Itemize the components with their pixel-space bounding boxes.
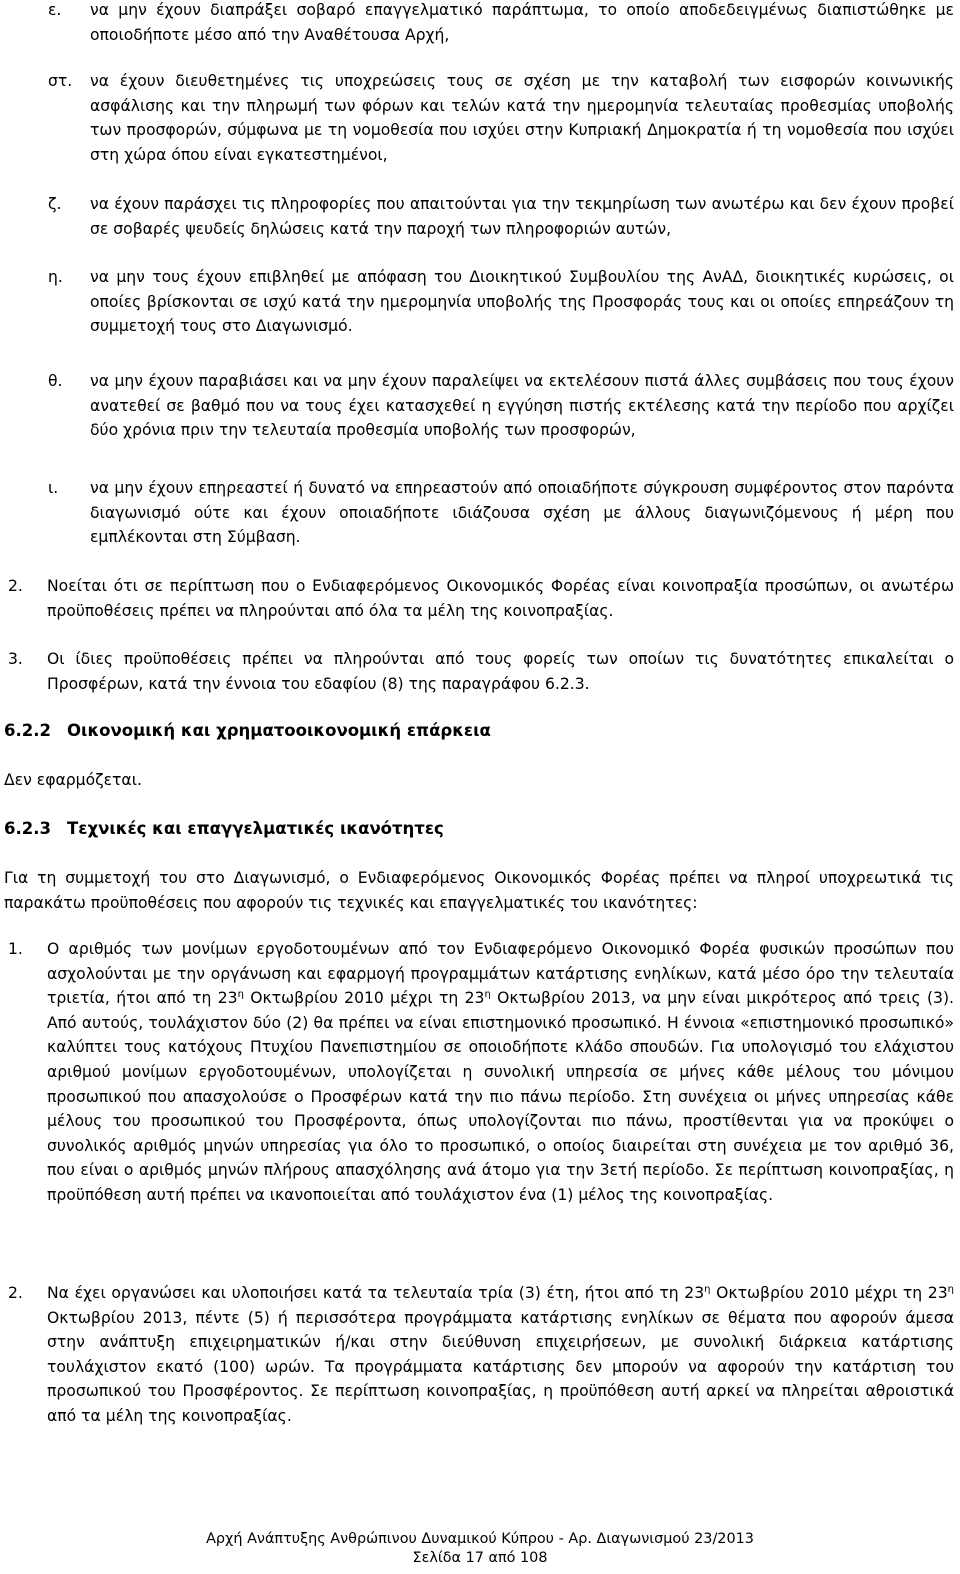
list-item-text: να μην έχουν παραβιάσει και να μην έχουν παραλείψει να εκτελέσουν πιστά άλλες συμβάσεις που τους έχουν ανατεθεί σε βαθμό που να τους έχει κατασχεθεί η εγγύηση πιστής εκτέλεσης κατά την περίοδο που αρχίζει δύο χρόνια πριν την τελευταία προθεσμία υποβολής των προσφορών, [90, 372, 954, 440]
section-title: Οικονομική και χρηματοοικονομική επάρκεια [67, 721, 491, 740]
list-marker: ζ. [48, 195, 62, 213]
list-item [48, 369, 954, 443]
list-item-text: να μην έχουν επηρεαστεί ή δυνατό να επηρεαστούν από οποιαδήποτε σύγκρουση συμφέροντος στον παρόντα διαγωνισμό ούτε και έχουν οποιαδήποτε ιδιάζουσα σχέση με άλλους διαγωνιζόμενους ή μέρη που εμπλέκονται στη Σύμβαση. [90, 479, 954, 547]
footer-page-number: Σελίδα 17 από 108 [412, 1550, 548, 1566]
numbered-item [8, 937, 954, 1208]
list-item [48, 69, 954, 167]
item-number: 2. [8, 577, 23, 595]
section-body: Δεν εφαρμόζεται. [4, 771, 142, 789]
page-footer [0, 1530, 960, 1568]
list-marker: ι. [48, 479, 59, 497]
numbered-item-text: Να έχει οργανώσει και υλοποιήσει κατά τα τελευταία τρία (3) έτη, ήτοι από τη $23^\eta$ Οκτωβρίου 2010 μέχρι τη $23^\eta$ Οκτωβρίου 2013, πέντε (5) ή περισσότερα προγράμματα κατάρτισης ενηλίκων σε θέματα που αφορούν άμεσα στην ανάπτυξη επιχειρηματικών ή/και στην διεύθυνση επιχειρήσεων, με συνολική διάρκεια κατάρτισης τουλάχιστον εκατό (100) ωρών. Τα προγράμματα κατάρτισης δεν μπορούν να αφορούν την κατάρτιση του προσωπικού του Προσφέροντος. Σε περίπτωση κοινοπραξίας, η προϋπόθεση αυτή αρκεί να πληρείται αθροιστικά από τα μέλη της κοινοπραξίας. [47, 1284, 954, 1425]
list-item [48, 265, 954, 339]
section-number: 6.2.3 [4, 819, 51, 838]
numbered-item-text: Ο αριθμός των μονίμων εργοδοτουμένων από τον Ενδιαφερόμενο Οικονομικό Φορέα φυσικών προσώπων που ασχολούνται με την οργάνωση και εφαρμογή προγραμμάτων κατάρτισης ενηλίκων, κατά μέσο όρο την τελευταία τριετία, ήτοι από τη $23^\eta$ Οκτωβρίου 2010 μέχρι τη $23^\eta$ Οκτωβρίου 2013, να μην είναι μικρότερος από τρεις (3). Από αυτούς, τουλάχιστον δύο (2) θα πρέπει να είναι επιστημονικό προσωπικό. Η έννοια «επιστημονικό προσωπικό» καλύπτει τους κατόχους Πτυχίου Πανεπιστημίου σε οποιοδήποτε κλάδο σπουδών. Για υπολογισμό του ελάχιστου αριθμού μονίμων εργοδοτουμένων, υπολογίζεται η συνολική υπηρεσία σε μήνες κάθε μέλους του μόνιμου προσωπικού που απασχολούσε ο Προσφέρων κατά την πιο πάνω περίοδο. Στη συνέχεια οι μήνες υπηρεσίας κάθε μέλους του προσωπικού του Προσφέροντα, όπως υπολογίζονται πιο πάνω, προστίθενται για να προκύψει ο συνολικός αριθμός μηνών υπηρεσίας για όλο το προσωπικό, ο οποίος διαιρείται στη συνέχεια με τον αριθμό 36, που είναι ο αριθμός μηνών πλήρους απασχόλησης ανά άτομο για την 3ετή περίοδο. Σε περίπτωση κοινοπραξίας, η προϋπόθεση αυτή πρέπει να ικανοποιείται από τουλάχιστον ένα (1) μέλος της κοινοπραξίας. [47, 940, 955, 1204]
item-number: 1. [8, 940, 23, 958]
list-item-text: να μην έχουν διαπράξει σοβαρό επαγγελματικό παράπτωμα, το οποίο αποδεδειγμένως διαπιστώθηκε με οποιοδήποτε μέσο από την Αναθέτουσα Αρχή, [90, 1, 954, 44]
section-heading-622 [4, 719, 491, 743]
section-number: 6.2.2 [4, 721, 51, 740]
list-marker: στ. [48, 72, 73, 90]
footer-organization: Αρχή Ανάπτυξης Ανθρώπινου Δυναμικού Κύπρου - Αρ. Διαγωνισμού 23/2013 [206, 1531, 754, 1547]
list-marker: η. [48, 268, 63, 286]
superscript: η [947, 1284, 954, 1295]
superscript: η [237, 989, 244, 1001]
list-item-text: να έχουν διευθετημένες τις υποχρεώσεις τους σε σχέση με την καταβολή των εισφορών κοινωνικής ασφάλισης και την πληρωμή των φόρων και τελών κατά την ημερομηνία τελευταίας προθεσμίας υποβολής των προσφορών, σύμφωνα με τη νομοθεσία που ισχύει στην Κυπριακή Δημοκρατία ή τη νομοθεσία που ισχύει στη χώρα όπου είναι εγκατεστημένοι, [90, 72, 954, 164]
section-heading-623 [4, 817, 444, 841]
superscript: η [484, 989, 491, 1001]
section-intro: Για τη συμμετοχή του στο Διαγωνισμό, ο Ενδιαφερόμενος Οικονομικός Φορέας πρέπει να πληροί υποχρεωτικά τις παρακάτω προϋποθέσεις που αφορούν τις τεχνικές και επαγγελματικές του ικανότητες: [4, 869, 954, 912]
numbered-item [8, 647, 954, 696]
numbered-item [8, 1281, 954, 1429]
superscript: η [704, 1284, 711, 1295]
list-item [48, 0, 954, 47]
item-number: 3. [8, 650, 23, 668]
list-item [48, 192, 954, 241]
numbered-item [8, 574, 954, 623]
list-marker: ε. [48, 1, 62, 19]
section-title: Τεχνικές και επαγγελματικές ικανότητες [67, 819, 444, 838]
list-marker: θ. [48, 372, 63, 390]
numbered-item-text: Νοείται ότι σε περίπτωση που ο Ενδιαφερόμενος Οικονομικός Φορέας είναι κοινοπραξία προσώπων, οι ανωτέρω προϋποθέσεις πρέπει να πληρούνται από όλα τα μέλη της κοινοπραξίας. [47, 577, 954, 620]
list-item-text: να έχουν παράσχει τις πληροφορίες που απαιτούνται για την τεκμηρίωση των ανωτέρω και δεν έχουν προβεί σε σοβαρές ψευδείς δηλώσεις κατά την παροχή των πληροφοριών αυτών, [90, 195, 954, 238]
list-item-text: να μην τους έχουν επιβληθεί με απόφαση του Διοικητικού Συμβουλίου της ΑνΑΔ, διοικητικές κυρώσεις, οι οποίες βρίσκονται σε ισχύ κατά την ημερομηνία υποβολής της Προσφοράς τους και οι οποίες επηρεάζουν τη συμμετοχή τους στο Διαγωνισμό. [90, 268, 954, 336]
list-item [48, 476, 954, 550]
numbered-item-text: Οι ίδιες προϋποθέσεις πρέπει να πληρούνται από τους φορείς των οποίων τις δυνατότητες επικαλείται ο Προσφέρων, κατά την έννοια του εδαφίου (8) της παραγράφου 6.2.3. [47, 650, 954, 693]
item-number: 2. [8, 1284, 23, 1302]
